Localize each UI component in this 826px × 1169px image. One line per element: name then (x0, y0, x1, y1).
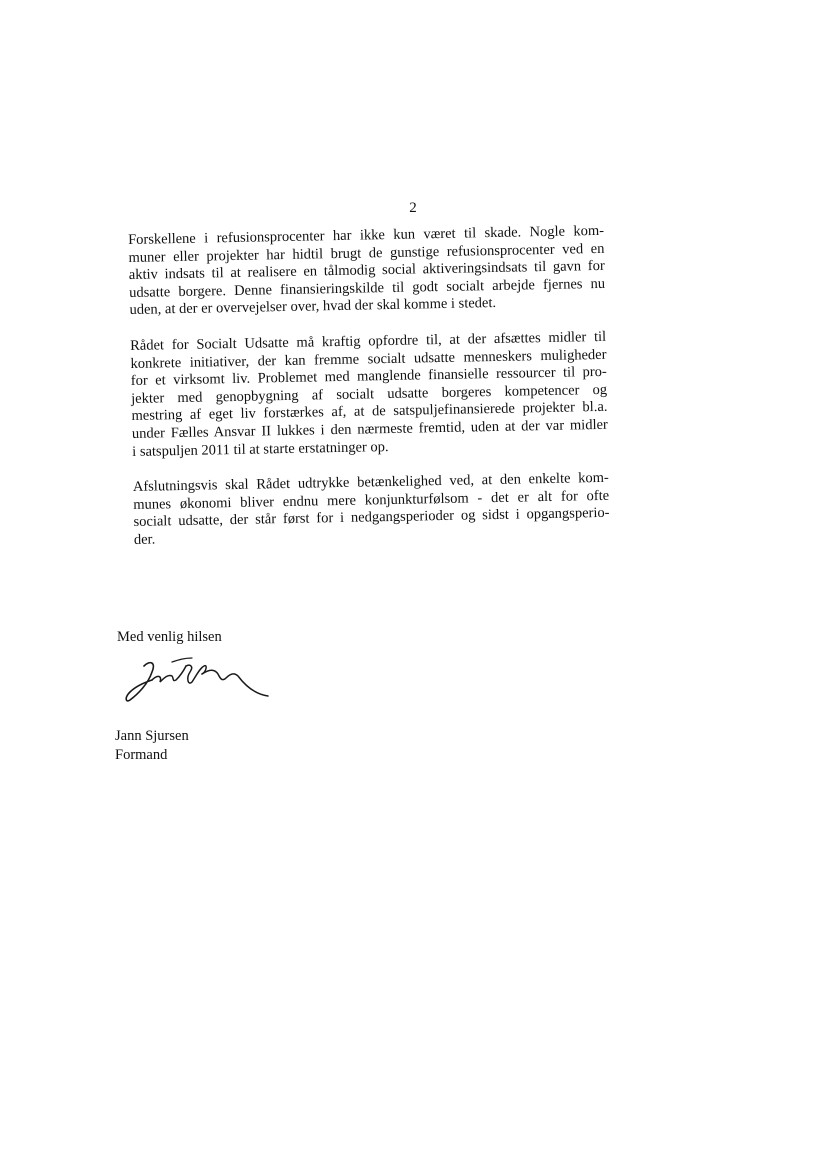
signer-name: Jann Sjursen (115, 728, 189, 744)
text-line: under Fælles Ansvar II lukkes i den nærmeste fremtid, uden at der var midler (131, 416, 608, 442)
text-line: Forskellene i refusionsprocenter har ikke kun været til skade. Nogle kom- (128, 222, 605, 248)
closing-salutation: Med venlig hilsen (117, 629, 222, 645)
signer-title: Formand (115, 746, 168, 763)
handwritten-signature (120, 652, 280, 710)
letter-body (128, 223, 610, 568)
text-line: i satspuljen 2011 til at starte erstatninger op. (132, 438, 389, 460)
text-line: udsatte borgere. Denne finansieringskilde til godt socialt arbejde fjernes nu (129, 275, 606, 301)
text-line: aktiv indsats til at realisere en tålmodig social aktiveringsindsats til gavn for (128, 258, 605, 284)
text-line: der. (133, 531, 156, 548)
signer-block (115, 727, 189, 764)
text-line: mestring af eget liv forstærkes af, at de satspuljefinansierede projekter bl.a. (131, 399, 608, 425)
page-number: 2 (409, 200, 417, 216)
text-line: jekter med genopbygning af socialt udsatte borgeres kompetencer og (131, 381, 608, 407)
text-line: uden, at der er overvejelser over, hvad der skal komme i stedet. (129, 295, 497, 319)
text-line: konkrete initiativer, der kan fremme socialt udsatte menneskers muligheder (130, 346, 607, 372)
text-line: for et virksomt liv. Problemet med manglende finansielle ressourcer til pro- (130, 363, 607, 390)
text-line: socialt udsatte, der står først for i nedgangsperioder og sidst i opgangsperio- (133, 505, 610, 531)
paragraph-refusion (128, 223, 606, 320)
text-line: Afslutningsvis skal Rådet udtrykke betænkelighed ved, at den enkelte kom- (132, 469, 609, 496)
text-line: munes økonomi bliver endnu mere konjunkturfølsom - det er alt for ofte (133, 487, 610, 513)
paragraph-conclusion (133, 470, 610, 550)
text-line: muner eller projekter har hidtil brugt de gunstige refusionsprocenter ved en (128, 240, 605, 266)
text-line: Rådet for Socialt Udsatte må kraftig opfordre til, at der afsættes midler til (130, 328, 607, 354)
paragraph-appeal (130, 329, 608, 461)
